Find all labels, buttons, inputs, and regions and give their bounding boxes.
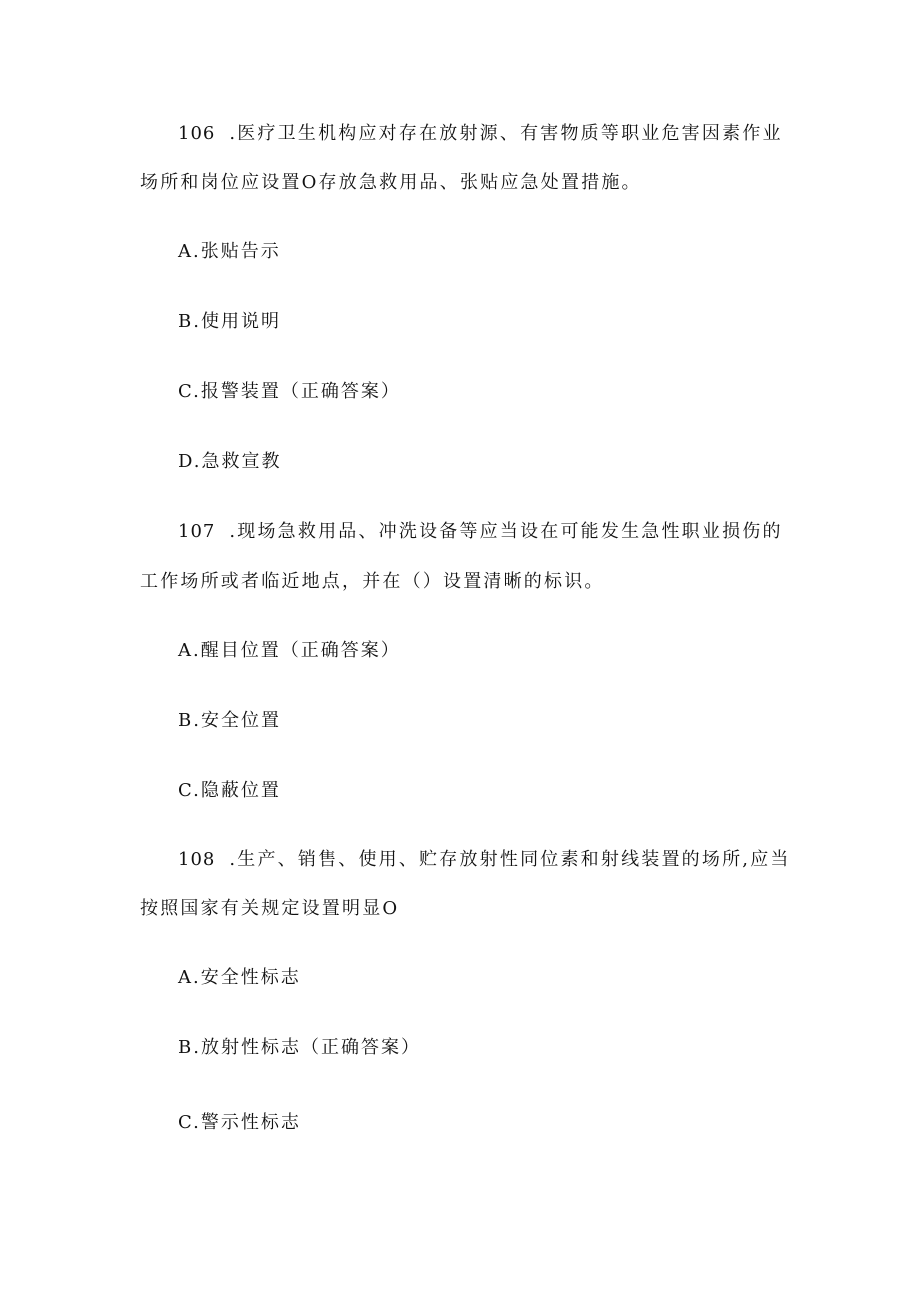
option-c: C.报警装置（正确答案） xyxy=(178,381,401,402)
question-number: 108 xyxy=(178,849,216,870)
question-106-line1 xyxy=(178,122,783,146)
option-d: D.急救宣教 xyxy=(178,451,282,472)
option-b: B.使用说明 xyxy=(178,311,281,332)
option-a: A.张贴告示 xyxy=(178,241,281,262)
option-c: C.隐蔽位置 xyxy=(178,780,281,801)
question-107-line2: 工作场所或者临近地点，并在（）设置清晰的标识。 xyxy=(140,571,605,592)
option-b: B.放射性标志（正确答案） xyxy=(178,1037,421,1058)
question-107-line1 xyxy=(178,520,783,544)
question-108-line1 xyxy=(178,848,791,872)
question-number: 107 xyxy=(178,521,216,542)
question-text: .医疗卫生机构应对存在放射源、有害物质等职业危害因素作业 xyxy=(229,123,783,144)
question-text: .生产、销售、使用、贮存放射性同位素和射线装置的场所,应当 xyxy=(229,849,791,870)
question-text: .现场急救用品、冲洗设备等应当设在可能发生急性职业损伤的 xyxy=(229,521,783,542)
question-108-line2: 按照国家有关规定设置明显O xyxy=(140,898,400,919)
option-a: A.安全性标志 xyxy=(178,967,301,988)
option-a: A.醒目位置（正确答案） xyxy=(178,640,401,661)
option-c: C.警示性标志 xyxy=(178,1112,301,1133)
question-106-line2: 场所和岗位应设置O存放急救用品、张贴应急处置措施。 xyxy=(140,172,642,193)
option-b: B.安全位置 xyxy=(178,710,281,731)
question-number: 106 xyxy=(178,123,216,144)
